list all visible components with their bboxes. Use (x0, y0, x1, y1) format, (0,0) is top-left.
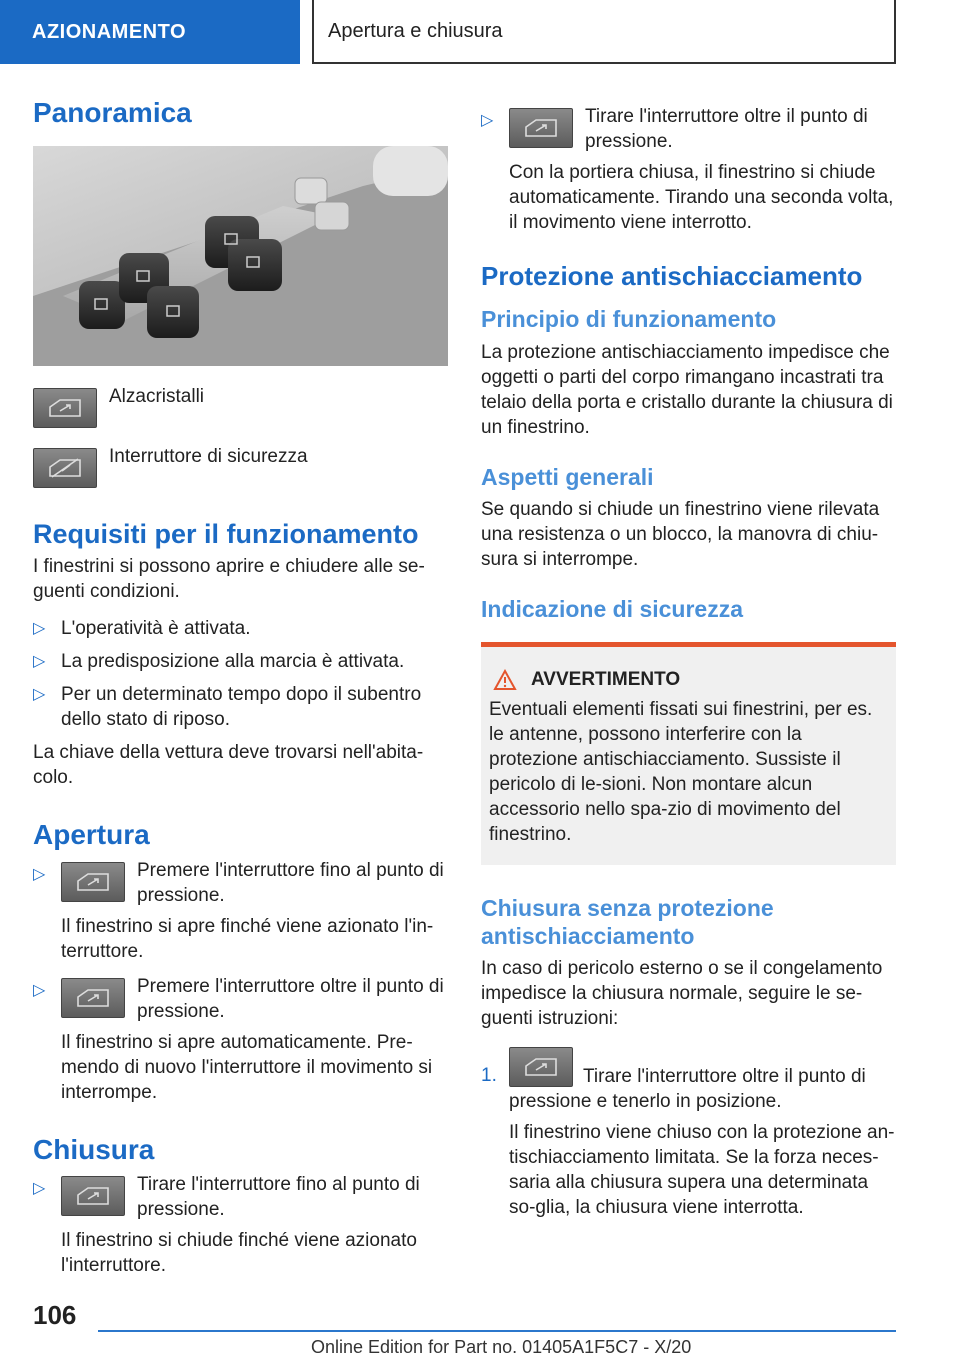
list-item (33, 1176, 448, 1278)
requisiti-intro: I finestrini si possono aprire e chiudere alle se-guenti condizioni. (33, 555, 425, 602)
aspetti-text: Se quando si chiude un finestrino viene rilevata una resistenza o un blocco, la manovra di chiu-sura si interrompe. (481, 499, 880, 571)
section-title: AZIONAMENTO (32, 20, 187, 43)
heading-indicazione: Indicazione di sicurezza (481, 596, 744, 623)
step-text: Tirare l'interruttore oltre il punto di pressione. (585, 106, 868, 152)
triangle-right-icon: ▷ (33, 652, 46, 670)
step-result: Il finestrino viene chiuso con la protezione an-tischiacciamento limitata. Se la forza neces-saria alla chiusura supera una determinata so-glia, la chiusura viene interrotta. (509, 1122, 895, 1219)
triangle-right-icon: ▷ (33, 619, 46, 637)
step-result: Il finestrino si chiude finché viene azionato l'interruttore. (61, 1230, 417, 1277)
safety-switch-icon (33, 448, 97, 488)
requisiti-list (33, 616, 448, 732)
heading-protezione: Protezione antischiacciamento (481, 261, 863, 291)
chapter-header (312, 0, 896, 64)
step-number: 1. (481, 1065, 497, 1087)
heading-principio: Principio di funzionamento (481, 306, 777, 333)
window-switch-icon (509, 1047, 573, 1087)
legend-window-lifter (33, 385, 448, 428)
window-switch-icon (61, 1176, 125, 1216)
left-column (33, 96, 448, 1286)
window-switch-icon (61, 862, 125, 902)
footer-divider (98, 1330, 896, 1332)
page-number: 106 (33, 1300, 77, 1330)
window-switch-illustration (33, 146, 448, 366)
triangle-right-icon: ▷ (33, 685, 46, 703)
heading-chiusura: Chiusura (33, 1133, 155, 1165)
window-switch-icon (61, 978, 125, 1018)
warning-box (481, 642, 896, 865)
heading-apertura: Apertura (33, 818, 150, 850)
step-text: Tirare l'interruttore oltre il punto di pressione e tenerlo in posizione. (509, 1066, 866, 1113)
list-item (33, 859, 448, 964)
warning-text: Eventuali elementi fissati sui finestrini, per es. le antenne, possono interferire con la protezione antischiacciamento. Sussiste il pericolo di le-sioni. Non montare alcun accessorio nello spa-zio di movimento del finestrino. (489, 698, 873, 845)
heading-aspetti: Aspetti generali (481, 463, 654, 490)
warning-title: AVVERTIMENTO (489, 669, 888, 691)
heading-panoramica: Panoramica (33, 97, 192, 128)
window-switch-icon (33, 388, 97, 428)
window-switch-photo (33, 146, 448, 366)
legend-label: Interruttore di sicurezza (109, 445, 308, 467)
step-result: Il finestrino si apre finché viene azionato l'in-terruttore. (61, 915, 434, 962)
triangle-right-icon: ▷ (33, 1180, 46, 1198)
triangle-right-icon: ▷ (33, 865, 46, 883)
step-text: Premere l'interruttore oltre il punto di pressione. (137, 975, 444, 1022)
step-text: Premere l'interruttore fino al punto di pressione. (137, 859, 444, 906)
edition-label: Online Edition for Part no. 01405A1F5C7 - X/20 (311, 1337, 692, 1357)
legend-label: Alzacristalli (109, 385, 205, 407)
list-item: ▷ La predisposizione alla marcia è attivata. (33, 650, 405, 672)
step-text: Tirare l'interruttore fino al punto di pressione. (137, 1174, 420, 1221)
requisiti-note: La chiave della vettura deve trovarsi nell'abita-colo. (33, 741, 424, 788)
chapter-title: Apertura e chiusura (328, 19, 503, 42)
window-switch-icon (509, 108, 573, 148)
warning-triangle-icon (493, 669, 517, 691)
chiusura-list (33, 1176, 448, 1278)
chiusura-list-continued (481, 108, 896, 235)
apertura-list (33, 859, 448, 1105)
principio-text: La protezione antischiacciamento impedisce che oggetti o parti del corpo rimangano incastrati tra telaio della porta e cristallo durante la chiusura di un finestrino. (481, 341, 893, 438)
triangle-right-icon: ▷ (33, 981, 46, 999)
list-item: ▷ L'operatività è attivata. (33, 617, 251, 639)
triangle-right-icon: ▷ (481, 112, 494, 129)
heading-senza: Chiusura senza protezione antischiacciamento (481, 894, 774, 949)
section-tab[interactable] (0, 0, 300, 64)
senza-text: In caso di pericolo esterno o se il congelamento impedisce la chiusura normale, seguire le se-guenti istruzioni: (481, 958, 883, 1030)
numbered-step (481, 1047, 896, 1220)
step-result: Il finestrino si apre automaticamente. Pre-mendo di nuovo l'interruttore il movimento si interrompe. (61, 1031, 433, 1103)
heading-requisiti: Requisiti per il funzionamento (33, 518, 419, 549)
step-result: Con la portiera chiusa, il finestrino si chiude automaticamente. Tirando una seconda volta, il movimento viene interrotto. (509, 162, 894, 233)
legend-safety-switch (33, 445, 448, 488)
list-item (481, 108, 896, 235)
list-item: ▷ Per un determinato tempo dopo il subentro dello stato di riposo. (33, 683, 422, 730)
right-column (481, 108, 896, 1220)
list-item (33, 975, 448, 1105)
